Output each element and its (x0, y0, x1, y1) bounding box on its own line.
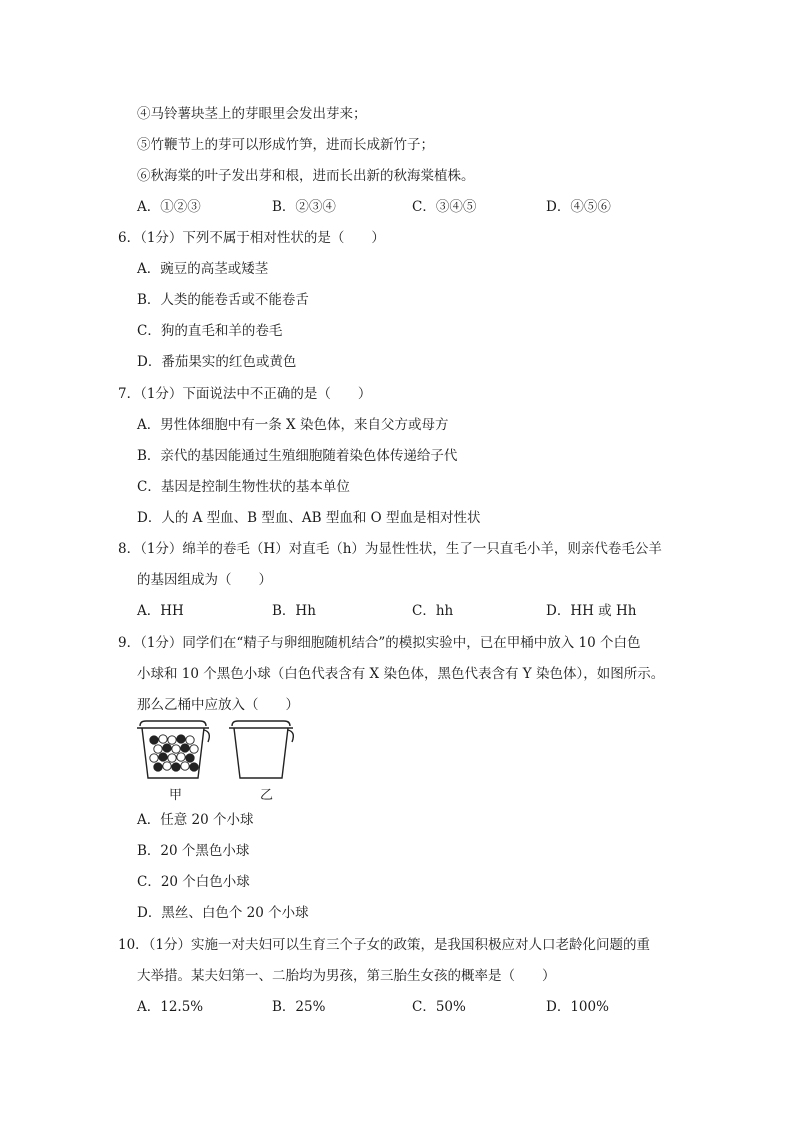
buckets-illustration (134, 718, 294, 788)
q8-stem-line-1: 8．（1分）绵羊的卷毛（H）对直毛（h）为显性性状，生了一只直毛小羊，则亲代卷毛公羊 (118, 541, 662, 557)
q6-option-d: D．番茄果实的红色或黄色 (137, 354, 297, 370)
q8-option-c: C．hh (412, 603, 454, 619)
q8-option-d: D．HH 或 Hh (546, 603, 637, 619)
q8-option-a: A．HH (137, 603, 184, 619)
q7-option-b: B．亲代的基因能通过生殖细胞随着染色体传递给子代 (137, 448, 458, 464)
q10-option-c: C．50% (412, 999, 466, 1015)
figure-label-yi: 乙 (260, 788, 274, 803)
q5-option-c: C．③④⑤ (412, 199, 477, 215)
balls-in-bucket-jia (150, 735, 198, 771)
q9-stem-line-2: 小球和 10 个黑色小球（白色代表含有 X 染色体，黑色代表含有 Y 染色体），如图所示。 (137, 666, 665, 682)
q9-stem-line-3: 那么乙桶中应放入（ ） (137, 697, 299, 713)
q8-stem-line-2: 的基因组成为（ ） (137, 572, 272, 588)
intro-line-5: ⑤竹鞭节上的芽可以形成竹笋，进而长成新竹子； (137, 137, 434, 153)
q6-stem: 6．（1分）下列不属于相对性状的是（ ） (118, 230, 385, 246)
q8-option-b: B．Hh (272, 603, 316, 619)
q9-option-a: A．任意 20 个小球 (137, 812, 254, 828)
q10-option-b: B．25% (272, 999, 326, 1015)
q9-option-c: C．20 个白色小球 (137, 874, 250, 890)
q6-option-b: B．人类的能卷舌或不能卷舌 (137, 292, 309, 308)
q10-option-d: D．100% (546, 999, 609, 1015)
figure-label-jia: 甲 (169, 788, 183, 803)
bucket-yi (229, 721, 293, 778)
q6-option-a: A．豌豆的高茎或矮茎 (137, 261, 269, 277)
q10-stem-line-2: 大举措。某夫妇第一、二胎均为男孩，第三胎生女孩的概率是（ ） (137, 968, 556, 984)
q7-stem: 7．（1分）下面说法中不正确的是（ ） (118, 386, 372, 402)
q5-option-b: B．②③④ (272, 199, 336, 215)
q9-stem-line-1: 9．（1分）同学们在“精子与卵细胞随机结合”的模拟实验中，已在甲桶中放入 10 个白色 (118, 635, 641, 651)
q6-option-c: C．狗的直毛和羊的卷毛 (137, 323, 283, 339)
q10-stem-line-1: 10．（1分）实施一对夫妇可以生育三个子女的政策，是我国积极应对人口老龄化问题的重 (118, 937, 651, 953)
q5-option-d: D．④⑤⑥ (546, 199, 611, 215)
buckets-figure (134, 718, 294, 804)
q7-option-c: C．基因是控制生物性状的基本单位 (137, 479, 350, 495)
intro-line-6: ⑥秋海棠的叶子发出芽和根，进而长出新的秋海棠植株。 (137, 168, 475, 184)
q9-option-d: D．黑丝、白色个 20 个小球 (137, 905, 309, 921)
q9-option-b: B．20 个黑色小球 (137, 843, 250, 859)
q7-option-d: D．人的 A 型血、B 型血、AB 型血和 O 型血是相对性状 (137, 510, 481, 526)
q5-option-a: A．①②③ (137, 199, 201, 215)
q10-option-a: A．12.5% (137, 999, 204, 1015)
intro-line-4: ④马铃薯块茎上的芽眼里会发出芽来； (137, 106, 367, 122)
q7-option-a: A．男性体细胞中有一条 X 染色体，来自父方或母方 (137, 417, 449, 433)
